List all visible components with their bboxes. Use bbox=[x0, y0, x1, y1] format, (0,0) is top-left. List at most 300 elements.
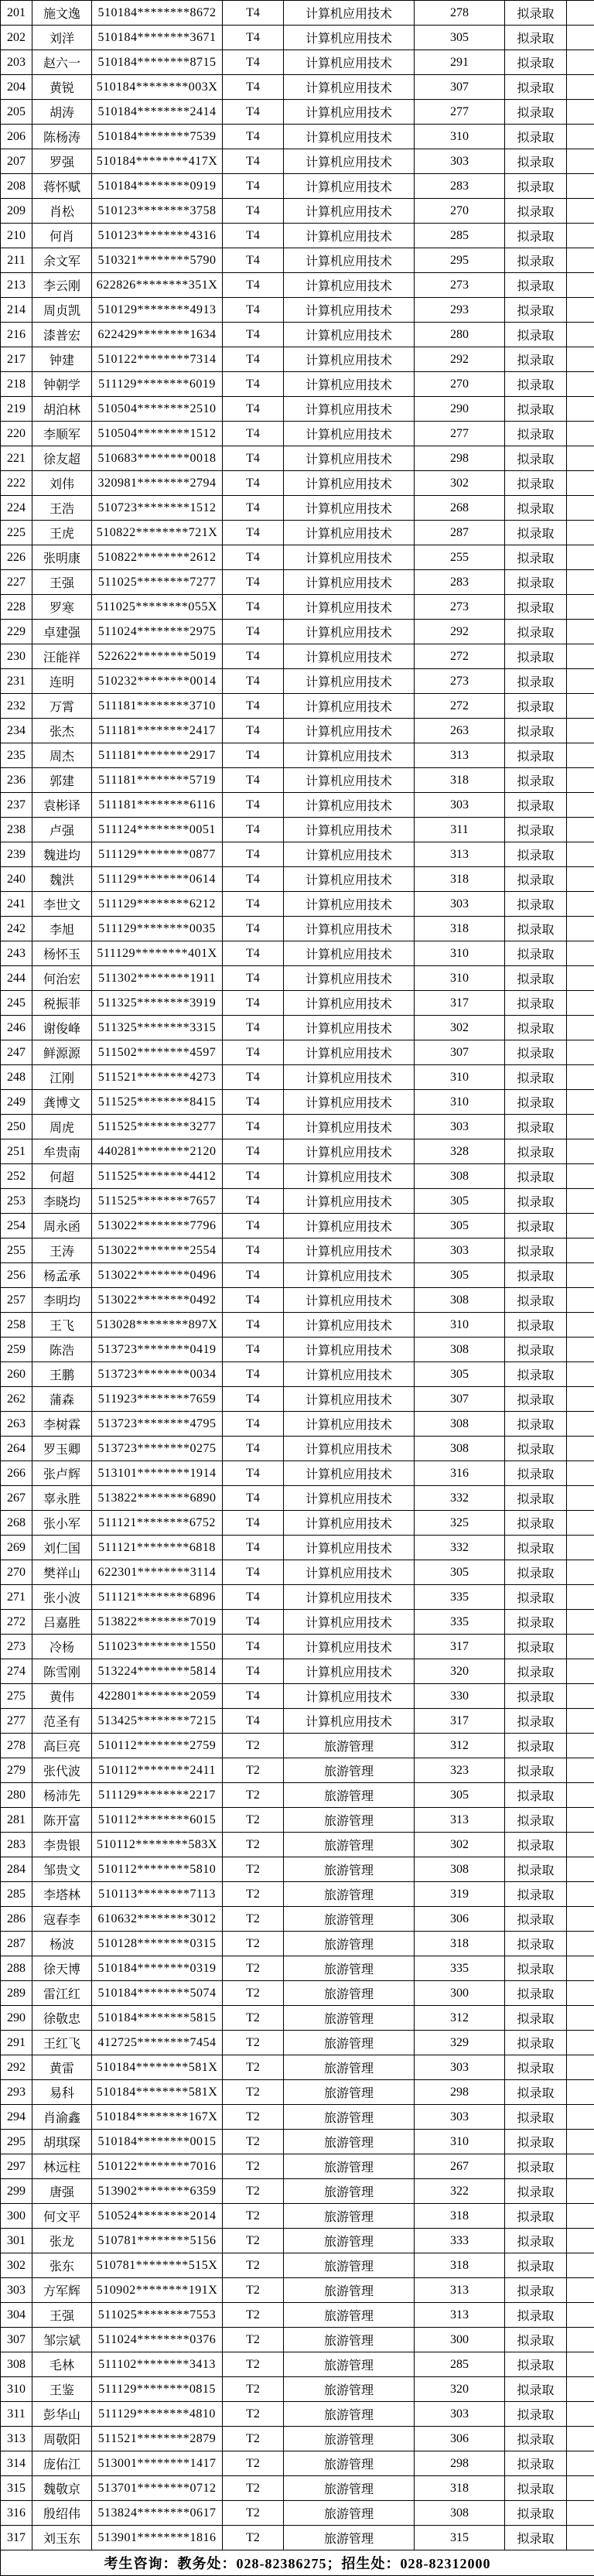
major-cell: 计算机应用技术 bbox=[284, 224, 415, 248]
exam-type-cell: T2 bbox=[223, 2303, 284, 2328]
table-row bbox=[1, 50, 594, 75]
table-row bbox=[1, 1288, 594, 1313]
empty-note-cell bbox=[567, 1882, 594, 1907]
masked-id-cell: 510504********1512 bbox=[92, 422, 223, 446]
score-cell: 305 bbox=[415, 1189, 505, 1214]
table-row bbox=[1, 2352, 594, 2377]
score-cell: 303 bbox=[415, 2105, 505, 2130]
table-row bbox=[1, 917, 594, 941]
table-row bbox=[1, 2179, 594, 2204]
major-cell: 计算机应用技术 bbox=[284, 1313, 415, 1338]
admission-status-cell: 拟录取 bbox=[505, 2229, 567, 2253]
exam-type-cell: T4 bbox=[223, 1659, 284, 1684]
student-name-cell: 寇春李 bbox=[32, 1907, 92, 1932]
table-row bbox=[1, 1437, 594, 1461]
score-cell: 310 bbox=[415, 1065, 505, 1090]
empty-note-cell bbox=[567, 1511, 594, 1536]
student-name-cell: 陈浩 bbox=[32, 1338, 92, 1362]
table-row bbox=[1, 248, 594, 273]
major-cell: 计算机应用技术 bbox=[284, 1, 415, 26]
empty-note-cell bbox=[567, 2204, 594, 2229]
student-name-cell: 李明均 bbox=[32, 1288, 92, 1313]
masked-id-cell: 511325********3919 bbox=[92, 991, 223, 1016]
admission-status-cell: 拟录取 bbox=[505, 446, 567, 471]
major-cell: 旅游管理 bbox=[284, 1882, 415, 1907]
student-name-cell: 龚博文 bbox=[32, 1090, 92, 1115]
admission-status-cell: 拟录取 bbox=[505, 595, 567, 620]
major-cell: 计算机应用技术 bbox=[284, 1164, 415, 1189]
exam-type-cell: T2 bbox=[223, 2204, 284, 2229]
student-name-cell: 牟贵南 bbox=[32, 1139, 92, 1164]
major-cell: 计算机应用技术 bbox=[284, 1511, 415, 1536]
admission-status-cell: 拟录取 bbox=[505, 1560, 567, 1585]
serial-number-cell: 311 bbox=[1, 2402, 32, 2427]
exam-type-cell: T4 bbox=[223, 521, 284, 545]
table-row bbox=[1, 1907, 594, 1932]
empty-note-cell bbox=[567, 867, 594, 892]
major-cell: 计算机应用技术 bbox=[284, 1040, 415, 1065]
empty-note-cell bbox=[567, 1164, 594, 1189]
table-row bbox=[1, 1659, 594, 1684]
score-cell: 317 bbox=[415, 1635, 505, 1659]
exam-type-cell: T2 bbox=[223, 1907, 284, 1932]
admission-status-cell: 拟录取 bbox=[505, 768, 567, 793]
exam-type-cell: T4 bbox=[223, 1189, 284, 1214]
exam-type-cell: T4 bbox=[223, 1338, 284, 1362]
serial-number-cell: 214 bbox=[1, 298, 32, 323]
table-row bbox=[1, 1040, 594, 1065]
empty-note-cell bbox=[567, 1684, 594, 1709]
empty-note-cell bbox=[567, 2377, 594, 2402]
serial-number-cell: 234 bbox=[1, 719, 32, 743]
table-row bbox=[1, 2328, 594, 2352]
empty-note-cell bbox=[567, 1189, 594, 1214]
table-row bbox=[1, 1115, 594, 1139]
admission-status-cell: 拟录取 bbox=[505, 669, 567, 694]
masked-id-cell: 511129********2217 bbox=[92, 1783, 223, 1808]
exam-type-cell: T2 bbox=[223, 2377, 284, 2402]
exam-type-cell: T4 bbox=[223, 818, 284, 842]
serial-number-cell: 307 bbox=[1, 2328, 32, 2352]
admission-status-cell: 拟录取 bbox=[505, 397, 567, 422]
table-row bbox=[1, 669, 594, 694]
score-cell: 332 bbox=[415, 1486, 505, 1511]
masked-id-cell: 510723********1512 bbox=[92, 496, 223, 521]
table-row bbox=[1, 1585, 594, 1610]
score-cell: 313 bbox=[415, 743, 505, 768]
score-cell: 318 bbox=[415, 2204, 505, 2229]
admission-status-cell: 拟录取 bbox=[505, 1090, 567, 1115]
admission-status-cell: 拟录取 bbox=[505, 1734, 567, 1758]
admission-status-cell: 拟录取 bbox=[505, 1065, 567, 1090]
masked-id-cell: 510822********721X bbox=[92, 521, 223, 545]
serial-number-cell: 244 bbox=[1, 966, 32, 991]
score-cell: 303 bbox=[415, 149, 505, 174]
major-cell: 计算机应用技术 bbox=[284, 1016, 415, 1040]
exam-type-cell: T4 bbox=[223, 100, 284, 125]
masked-id-cell: 511181********5719 bbox=[92, 768, 223, 793]
masked-id-cell: 511025********055X bbox=[92, 595, 223, 620]
masked-id-cell: 622301********3114 bbox=[92, 1560, 223, 1585]
score-cell: 307 bbox=[415, 1040, 505, 1065]
serial-number-cell: 202 bbox=[1, 26, 32, 50]
masked-id-cell: 511181********3710 bbox=[92, 694, 223, 719]
student-name-cell: 谢俊峰 bbox=[32, 1016, 92, 1040]
empty-note-cell bbox=[567, 273, 594, 298]
admission-status-cell: 拟录取 bbox=[505, 2031, 567, 2055]
empty-note-cell bbox=[567, 446, 594, 471]
masked-id-cell: 510184********0015 bbox=[92, 2130, 223, 2154]
exam-type-cell: T4 bbox=[223, 1511, 284, 1536]
admission-status-cell: 拟录取 bbox=[505, 644, 567, 669]
exam-type-cell: T4 bbox=[223, 1238, 284, 1263]
major-cell: 计算机应用技术 bbox=[284, 199, 415, 224]
admission-status-cell: 拟录取 bbox=[505, 892, 567, 917]
student-name-cell: 王强 bbox=[32, 570, 92, 595]
serial-number-cell: 207 bbox=[1, 149, 32, 174]
masked-id-cell: 511129********401X bbox=[92, 941, 223, 966]
admission-status-cell: 拟录取 bbox=[505, 1684, 567, 1709]
admission-status-cell: 拟录取 bbox=[505, 2501, 567, 2526]
serial-number-cell: 290 bbox=[1, 2006, 32, 2031]
serial-number-cell: 248 bbox=[1, 1065, 32, 1090]
admission-status-cell: 拟录取 bbox=[505, 2204, 567, 2229]
major-cell: 计算机应用技术 bbox=[284, 1536, 415, 1560]
admission-status-cell: 拟录取 bbox=[505, 1833, 567, 1857]
major-cell: 计算机应用技术 bbox=[284, 917, 415, 941]
admission-status-cell: 拟录取 bbox=[505, 743, 567, 768]
major-cell: 计算机应用技术 bbox=[284, 1437, 415, 1461]
masked-id-cell: 510232********0014 bbox=[92, 669, 223, 694]
admission-status-cell: 拟录取 bbox=[505, 842, 567, 867]
score-cell: 273 bbox=[415, 273, 505, 298]
student-name-cell: 蒲森 bbox=[32, 1387, 92, 1412]
serial-number-cell: 219 bbox=[1, 397, 32, 422]
table-row bbox=[1, 224, 594, 248]
score-cell: 320 bbox=[415, 1659, 505, 1684]
score-cell: 306 bbox=[415, 2427, 505, 2451]
empty-note-cell bbox=[567, 2451, 594, 2476]
footer-row bbox=[1, 2550, 594, 2576]
table-row bbox=[1, 1833, 594, 1857]
major-cell: 计算机应用技术 bbox=[284, 372, 415, 397]
table-row bbox=[1, 298, 594, 323]
empty-note-cell bbox=[567, 1263, 594, 1288]
admission-status-cell: 拟录取 bbox=[505, 941, 567, 966]
exam-type-cell: T4 bbox=[223, 1461, 284, 1486]
serial-number-cell: 205 bbox=[1, 100, 32, 125]
serial-number-cell: 239 bbox=[1, 842, 32, 867]
table-row bbox=[1, 1016, 594, 1040]
serial-number-cell: 226 bbox=[1, 545, 32, 570]
admission-status-cell: 拟录取 bbox=[505, 570, 567, 595]
student-name-cell: 王鉴 bbox=[32, 2377, 92, 2402]
serial-number-cell: 302 bbox=[1, 2253, 32, 2278]
serial-number-cell: 293 bbox=[1, 2080, 32, 2105]
table-row bbox=[1, 1139, 594, 1164]
serial-number-cell: 203 bbox=[1, 50, 32, 75]
empty-note-cell bbox=[567, 125, 594, 149]
empty-note-cell bbox=[567, 1486, 594, 1511]
student-name-cell: 王鹏 bbox=[32, 1362, 92, 1387]
student-name-cell: 徐天博 bbox=[32, 1956, 92, 1981]
admission-status-cell: 拟录取 bbox=[505, 224, 567, 248]
exam-type-cell: T4 bbox=[223, 941, 284, 966]
empty-note-cell bbox=[567, 1313, 594, 1338]
serial-number-cell: 316 bbox=[1, 2501, 32, 2526]
empty-note-cell bbox=[567, 2080, 594, 2105]
admission-status-cell: 拟录取 bbox=[505, 50, 567, 75]
empty-note-cell bbox=[567, 2105, 594, 2130]
serial-number-cell: 217 bbox=[1, 347, 32, 372]
exam-type-cell: T4 bbox=[223, 669, 284, 694]
serial-number-cell: 277 bbox=[1, 1709, 32, 1734]
student-name-cell: 刘洋 bbox=[32, 26, 92, 50]
major-cell: 计算机应用技术 bbox=[284, 719, 415, 743]
score-cell: 335 bbox=[415, 1956, 505, 1981]
score-cell: 310 bbox=[415, 1313, 505, 1338]
empty-note-cell bbox=[567, 422, 594, 446]
table-row bbox=[1, 1065, 594, 1090]
exam-type-cell: T4 bbox=[223, 1387, 284, 1412]
major-cell: 计算机应用技术 bbox=[284, 75, 415, 100]
empty-note-cell bbox=[567, 1, 594, 26]
major-cell: 旅游管理 bbox=[284, 2031, 415, 2055]
masked-id-cell: 510822********2612 bbox=[92, 545, 223, 570]
major-cell: 计算机应用技术 bbox=[284, 248, 415, 273]
table-row bbox=[1, 694, 594, 719]
exam-type-cell: T2 bbox=[223, 2253, 284, 2278]
masked-id-cell: 510128********0315 bbox=[92, 1932, 223, 1956]
serial-number-cell: 216 bbox=[1, 323, 32, 347]
empty-note-cell bbox=[567, 1956, 594, 1981]
major-cell: 计算机应用技术 bbox=[284, 1709, 415, 1734]
major-cell: 计算机应用技术 bbox=[284, 521, 415, 545]
major-cell: 计算机应用技术 bbox=[284, 1486, 415, 1511]
major-cell: 计算机应用技术 bbox=[284, 842, 415, 867]
table-row bbox=[1, 2006, 594, 2031]
masked-id-cell: 522622********5019 bbox=[92, 644, 223, 669]
major-cell: 计算机应用技术 bbox=[284, 1065, 415, 1090]
score-cell: 310 bbox=[415, 2130, 505, 2154]
empty-note-cell bbox=[567, 892, 594, 917]
major-cell: 计算机应用技术 bbox=[284, 1238, 415, 1263]
exam-type-cell: T4 bbox=[223, 26, 284, 50]
exam-type-cell: T4 bbox=[223, 768, 284, 793]
serial-number-cell: 206 bbox=[1, 125, 32, 149]
major-cell: 计算机应用技术 bbox=[284, 644, 415, 669]
major-cell: 计算机应用技术 bbox=[284, 991, 415, 1016]
major-cell: 计算机应用技术 bbox=[284, 397, 415, 422]
masked-id-cell: 510113********7113 bbox=[92, 1882, 223, 1907]
serial-number-cell: 270 bbox=[1, 1560, 32, 1585]
major-cell: 旅游管理 bbox=[284, 2402, 415, 2427]
admission-status-cell: 拟录取 bbox=[505, 2451, 567, 2476]
score-cell: 312 bbox=[415, 1734, 505, 1758]
exam-type-cell: T2 bbox=[223, 2179, 284, 2204]
exam-type-cell: T2 bbox=[223, 2130, 284, 2154]
masked-id-cell: 513723********0275 bbox=[92, 1437, 223, 1461]
serial-number-cell: 225 bbox=[1, 521, 32, 545]
masked-id-cell: 513022********7796 bbox=[92, 1214, 223, 1238]
exam-type-cell: T2 bbox=[223, 2031, 284, 2055]
score-cell: 313 bbox=[415, 2303, 505, 2328]
empty-note-cell bbox=[567, 75, 594, 100]
table-row bbox=[1, 842, 594, 867]
masked-id-cell: 511024********2975 bbox=[92, 620, 223, 644]
admission-status-cell: 拟录取 bbox=[505, 2253, 567, 2278]
table-row bbox=[1, 446, 594, 471]
score-cell: 267 bbox=[415, 2154, 505, 2179]
exam-type-cell: T2 bbox=[223, 2501, 284, 2526]
empty-note-cell bbox=[567, 1115, 594, 1139]
masked-id-cell: 511121********6818 bbox=[92, 1536, 223, 1560]
score-cell: 298 bbox=[415, 2080, 505, 2105]
admission-table-body bbox=[1, 1, 594, 2550]
major-cell: 计算机应用技术 bbox=[284, 669, 415, 694]
exam-type-cell: T2 bbox=[223, 2278, 284, 2303]
score-cell: 305 bbox=[415, 26, 505, 50]
masked-id-cell: 513901********1816 bbox=[92, 2526, 223, 2550]
empty-note-cell bbox=[567, 1338, 594, 1362]
student-name-cell: 肖渝鑫 bbox=[32, 2105, 92, 2130]
exam-type-cell: T2 bbox=[223, 1956, 284, 1981]
exam-type-cell: T4 bbox=[223, 1065, 284, 1090]
score-cell: 308 bbox=[415, 1164, 505, 1189]
exam-type-cell: T4 bbox=[223, 50, 284, 75]
major-cell: 旅游管理 bbox=[284, 2179, 415, 2204]
table-row bbox=[1, 2501, 594, 2526]
masked-id-cell: 510122********7314 bbox=[92, 347, 223, 372]
table-row bbox=[1, 2278, 594, 2303]
score-cell: 313 bbox=[415, 2278, 505, 2303]
exam-type-cell: T2 bbox=[223, 2402, 284, 2427]
exam-type-cell: T4 bbox=[223, 422, 284, 446]
student-name-cell: 邹宗斌 bbox=[32, 2328, 92, 2352]
masked-id-cell: 510184********2414 bbox=[92, 100, 223, 125]
major-cell: 计算机应用技术 bbox=[284, 743, 415, 768]
serial-number-cell: 280 bbox=[1, 1783, 32, 1808]
exam-type-cell: T4 bbox=[223, 1709, 284, 1734]
serial-number-cell: 255 bbox=[1, 1238, 32, 1263]
score-cell: 277 bbox=[415, 100, 505, 125]
empty-note-cell bbox=[567, 1981, 594, 2006]
exam-type-cell: T2 bbox=[223, 2427, 284, 2451]
table-row bbox=[1, 75, 594, 100]
student-name-cell: 林远柱 bbox=[32, 2154, 92, 2179]
exam-type-cell: T4 bbox=[223, 125, 284, 149]
exam-type-cell: T2 bbox=[223, 2006, 284, 2031]
serial-number-cell: 231 bbox=[1, 669, 32, 694]
masked-id-cell: 510184********3671 bbox=[92, 26, 223, 50]
admission-status-cell: 拟录取 bbox=[505, 174, 567, 199]
major-cell: 计算机应用技术 bbox=[284, 1139, 415, 1164]
exam-type-cell: T4 bbox=[223, 75, 284, 100]
table-row bbox=[1, 1090, 594, 1115]
score-cell: 307 bbox=[415, 75, 505, 100]
table-row bbox=[1, 1956, 594, 1981]
student-name-cell: 罗强 bbox=[32, 149, 92, 174]
masked-id-cell: 511502********4597 bbox=[92, 1040, 223, 1065]
admission-status-cell: 拟录取 bbox=[505, 2328, 567, 2352]
empty-note-cell bbox=[567, 1907, 594, 1932]
masked-id-cell: 511521********2879 bbox=[92, 2427, 223, 2451]
serial-number-cell: 204 bbox=[1, 75, 32, 100]
table-row bbox=[1, 422, 594, 446]
student-name-cell: 黄伟 bbox=[32, 1684, 92, 1709]
score-cell: 300 bbox=[415, 2328, 505, 2352]
empty-note-cell bbox=[567, 149, 594, 174]
student-name-cell: 黄锐 bbox=[32, 75, 92, 100]
major-cell: 旅游管理 bbox=[284, 2055, 415, 2080]
exam-type-cell: T4 bbox=[223, 1115, 284, 1139]
table-row bbox=[1, 174, 594, 199]
serial-number-cell: 286 bbox=[1, 1907, 32, 1932]
major-cell: 计算机应用技术 bbox=[284, 496, 415, 521]
empty-note-cell bbox=[567, 2031, 594, 2055]
major-cell: 计算机应用技术 bbox=[284, 1115, 415, 1139]
admission-status-cell: 拟录取 bbox=[505, 2154, 567, 2179]
masked-id-cell: 513101********1914 bbox=[92, 1461, 223, 1486]
exam-type-cell: T4 bbox=[223, 644, 284, 669]
serial-number-cell: 284 bbox=[1, 1857, 32, 1882]
empty-note-cell bbox=[567, 793, 594, 818]
exam-type-cell: T4 bbox=[223, 1164, 284, 1189]
masked-id-cell: 510902********191X bbox=[92, 2278, 223, 2303]
major-cell: 旅游管理 bbox=[284, 2229, 415, 2253]
empty-note-cell bbox=[567, 1610, 594, 1635]
student-name-cell: 毛林 bbox=[32, 2352, 92, 2377]
student-name-cell: 余文军 bbox=[32, 248, 92, 273]
major-cell: 旅游管理 bbox=[284, 1833, 415, 1857]
empty-note-cell bbox=[567, 1635, 594, 1659]
student-name-cell: 殷绍伟 bbox=[32, 2501, 92, 2526]
student-name-cell: 汪能祥 bbox=[32, 644, 92, 669]
major-cell: 计算机应用技术 bbox=[284, 149, 415, 174]
table-row bbox=[1, 991, 594, 1016]
exam-type-cell: T4 bbox=[223, 149, 284, 174]
serial-number-cell: 314 bbox=[1, 2451, 32, 2476]
serial-number-cell: 264 bbox=[1, 1437, 32, 1461]
exam-type-cell: T4 bbox=[223, 1362, 284, 1387]
empty-note-cell bbox=[567, 521, 594, 545]
student-name-cell: 陈杨涛 bbox=[32, 125, 92, 149]
major-cell: 计算机应用技术 bbox=[284, 422, 415, 446]
admission-status-cell: 拟录取 bbox=[505, 793, 567, 818]
masked-id-cell: 511024********0376 bbox=[92, 2328, 223, 2352]
score-cell: 272 bbox=[415, 644, 505, 669]
score-cell: 335 bbox=[415, 1610, 505, 1635]
empty-note-cell bbox=[567, 1016, 594, 1040]
exam-type-cell: T2 bbox=[223, 2352, 284, 2377]
table-row bbox=[1, 1511, 594, 1536]
exam-type-cell: T2 bbox=[223, 1808, 284, 1833]
score-cell: 329 bbox=[415, 2031, 505, 2055]
exam-type-cell: T2 bbox=[223, 2154, 284, 2179]
masked-id-cell: 510184********8715 bbox=[92, 50, 223, 75]
student-name-cell: 范圣有 bbox=[32, 1709, 92, 1734]
masked-id-cell: 510129********4913 bbox=[92, 298, 223, 323]
score-cell: 308 bbox=[415, 1857, 505, 1882]
score-cell: 283 bbox=[415, 570, 505, 595]
score-cell: 298 bbox=[415, 2451, 505, 2476]
empty-note-cell bbox=[567, 1461, 594, 1486]
table-row bbox=[1, 2031, 594, 2055]
student-name-cell: 易科 bbox=[32, 2080, 92, 2105]
exam-type-cell: T4 bbox=[223, 793, 284, 818]
table-row bbox=[1, 2402, 594, 2427]
empty-note-cell bbox=[567, 2229, 594, 2253]
